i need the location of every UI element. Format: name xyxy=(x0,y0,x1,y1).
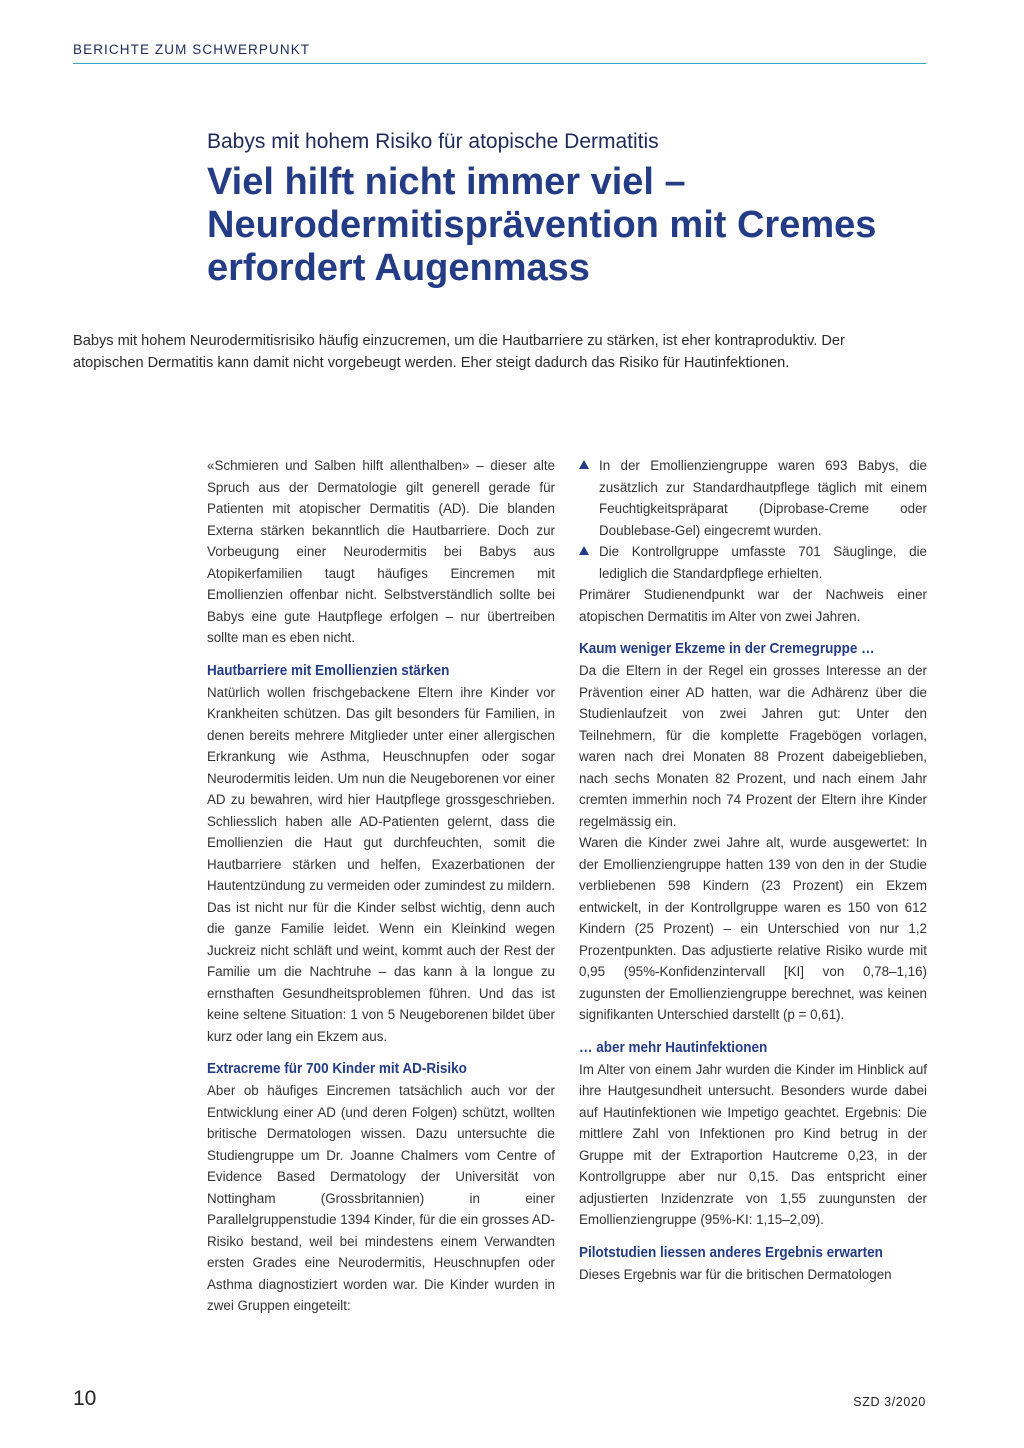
title-line: erfordert Augenmass xyxy=(207,247,590,289)
section-heading: Hautbarriere mit Emollienzien stärken xyxy=(207,661,450,679)
list-item xyxy=(579,541,927,584)
section-heading: Pilotstudien liessen anderes Ergebnis erwarten xyxy=(579,1243,883,1261)
right-column xyxy=(579,455,927,1285)
body-paragraph: Aber ob häufiges Eincremen tatsächlich auch vor der Entwicklung einer AD (und deren Folgen) schützt, wollten britische Dermatologen wissen. Dazu untersuchte die Studiengruppe um Dr. Joanne Chalmers vom Centre of Evidence Based Dermatology der Universität von Nottingham (Grossbritannien) in einer Parallelgruppenstudie 1394 Kinder, für die ein grosses AD-Risiko bestand, weil bei mindestens einem Verwandten ersten Grades eine Neurodermitis, Heuschnupfen oder Asthma diagnostiziert worden war. Die Kinder wurden in zwei Gruppen eingeteilt: xyxy=(207,1083,555,1313)
lead-line: Babys mit hohem Neurodermitisrisiko häufig einzucremen, um die Hautbarriere zu stärken, ist eher kontraproduktiv. Der xyxy=(73,333,845,349)
list-item-text: In der Emollienziengruppe waren 693 Babys, die zusätzlich zur Standardhautpflege täglich mit einem Feuchtigkeitspräparat (Diprobase-Creme oder Doublebase-Gel) eingecremt wurden. xyxy=(599,458,927,538)
issue-label: SZD 3/2020 xyxy=(853,1395,926,1409)
body-paragraph: Natürlich wollen frischgebackene Eltern ihre Kinder vor Krankheiten schützen. Das gilt besonders für Familien, in denen bereits mehrere Mitglieder unter einer allergischen Erkrankung wie Asthma, Heuschnupfen oder sogar Neurodermitis leiden. Um nun die Neugeborenen vor einer AD zu bewahren, wird hier Hautpflege grossgeschrieben. Schliesslich haben alle AD-Patienten gelernt, dass die Emollienzien die Haut gut durchfeuchten, somit die Hautbarriere stärken und helfen, Exazerbationen der Hautentzündung zu vermeiden oder zumindest zu mildern. Das ist nicht nur für die Kinder selbst wichtig, denn auch die ganze Familie leidet. Wenn ein Kleinkind wegen Juckreiz nicht schläft und weint, kommt auch der Rest der Familie um die Nachtruhe – das kann à la longue zu ernsthaften Gesundheitsproblemen führen. Und das ist keine seltene Situation: 1 von 5 Neugeborenen bildet über kurz oder lang ein Ekzem aus. xyxy=(207,684,555,1044)
header-divider xyxy=(73,63,926,64)
triangle-bullet-icon xyxy=(579,460,589,469)
list-item xyxy=(579,455,927,541)
page-number: 10 xyxy=(73,1387,97,1410)
article-kicker: Babys mit hohem Risiko für atopische Dermatitis xyxy=(207,130,659,153)
article-lead xyxy=(73,330,933,374)
title-line: Viel hilft nicht immer viel – xyxy=(207,161,686,203)
body-paragraph: Im Alter von einem Jahr wurden die Kinder im Hinblick auf ihre Hautgesundheit untersucht. Besonders wurde dabei auf Hautinfektionen wie Impetigo geachtet. Ergebnis: Die mittlere Zahl von Infektionen pro Kind betrug in der Gruppe mit der Extraportion Hautcreme 0,23, in der Kontrollgruppe aber nur 0,15. Das entspricht einer adjustierten Inzidenzrate von 1,55 zuungunsten der Emollienziengruppe (95%-KI: 1,15–2,09). xyxy=(579,1061,927,1227)
body-paragraph: Dieses Ergebnis war für die britischen Dermatologen xyxy=(579,1266,892,1282)
lead-line: atopischen Dermatitis kann damit nicht vorgebeugt werden. Eher steigt dadurch das Risiko für Hautinfektionen. xyxy=(73,355,790,371)
body-paragraph: Da die Eltern in der Regel ein grosses Interesse an der Prävention einer AD hatten, war die Adhärenz über die Studienlaufzeit von zwei Jahren gut: Unter den Teilnehmern, für die komplette Fragebögen vorlagen, waren nach drei Monaten 88 Prozent dabeigeblieben, nach sechs Monaten 82 Prozent, und nach einem Jahr cremten immerhin noch 74 Prozent der Eltern ihre Kinder regelmässig ein. xyxy=(579,663,927,829)
intro-paragraph: «Schmieren und Salben hilft allenthalben» – dieser alte Spruch aus der Dermatologie gilt generell gerade für Patienten mit atopischer Dermatitis (AD). Die blanden Externa stärken bekanntlich die Hautbarriere. Doch zur Vorbeugung einer Neurodermitis bei Babys aus Atopikerfamilien taugt häufiges Eincremen mit Emollienzien offenbar nicht. Selbstverständlich sollte bei Babys eine gute Hautpflege erfolgen – nur übertreiben sollte man es eben nicht. xyxy=(207,458,555,645)
body-paragraph: Primärer Studienendpunkt war der Nachweis einer atopischen Dermatitis im Alter von zwei Jahren. xyxy=(579,587,927,624)
section-heading: Kaum weniger Ekzeme in der Cremegruppe … xyxy=(579,640,875,657)
body-paragraph: Waren die Kinder zwei Jahre alt, wurde ausgewertet: In der Emollienziengruppe hatten 139 von den in der Studie verbliebenen 598 Kindern (23 Prozent) ein Ekzem entwickelt, in der Kontrollgruppe waren es 150 von 612 Kindern (25 Prozent) – ein Unterschied von nur 1,2 Prozentpunkten. Das adjustierte relative Risiko wurde mit 0,95 (95%-Konfidenzintervall [KI] von 0,78–1,16) zugunsten der Emollienziengruppe berechnet, was keinen signifikanten Unterschied darstellt (p = 0,61). xyxy=(579,835,927,1022)
title-line: Neurodermitisprävention mit Cremes xyxy=(207,204,877,246)
triangle-bullet-icon xyxy=(579,546,589,555)
article-title xyxy=(207,161,937,290)
list-item-text: Die Kontrollgruppe umfasste 701 Säuglinge, die lediglich die Standardpflege erhielten. xyxy=(599,544,927,581)
section-label: BERICHTE ZUM SCHWERPUNKT xyxy=(73,42,311,57)
section-heading: Extracreme für 700 Kinder mit AD-Risiko xyxy=(207,1060,467,1077)
section-heading: … aber mehr Hautinfektionen xyxy=(579,1038,768,1056)
left-column xyxy=(207,455,555,1317)
